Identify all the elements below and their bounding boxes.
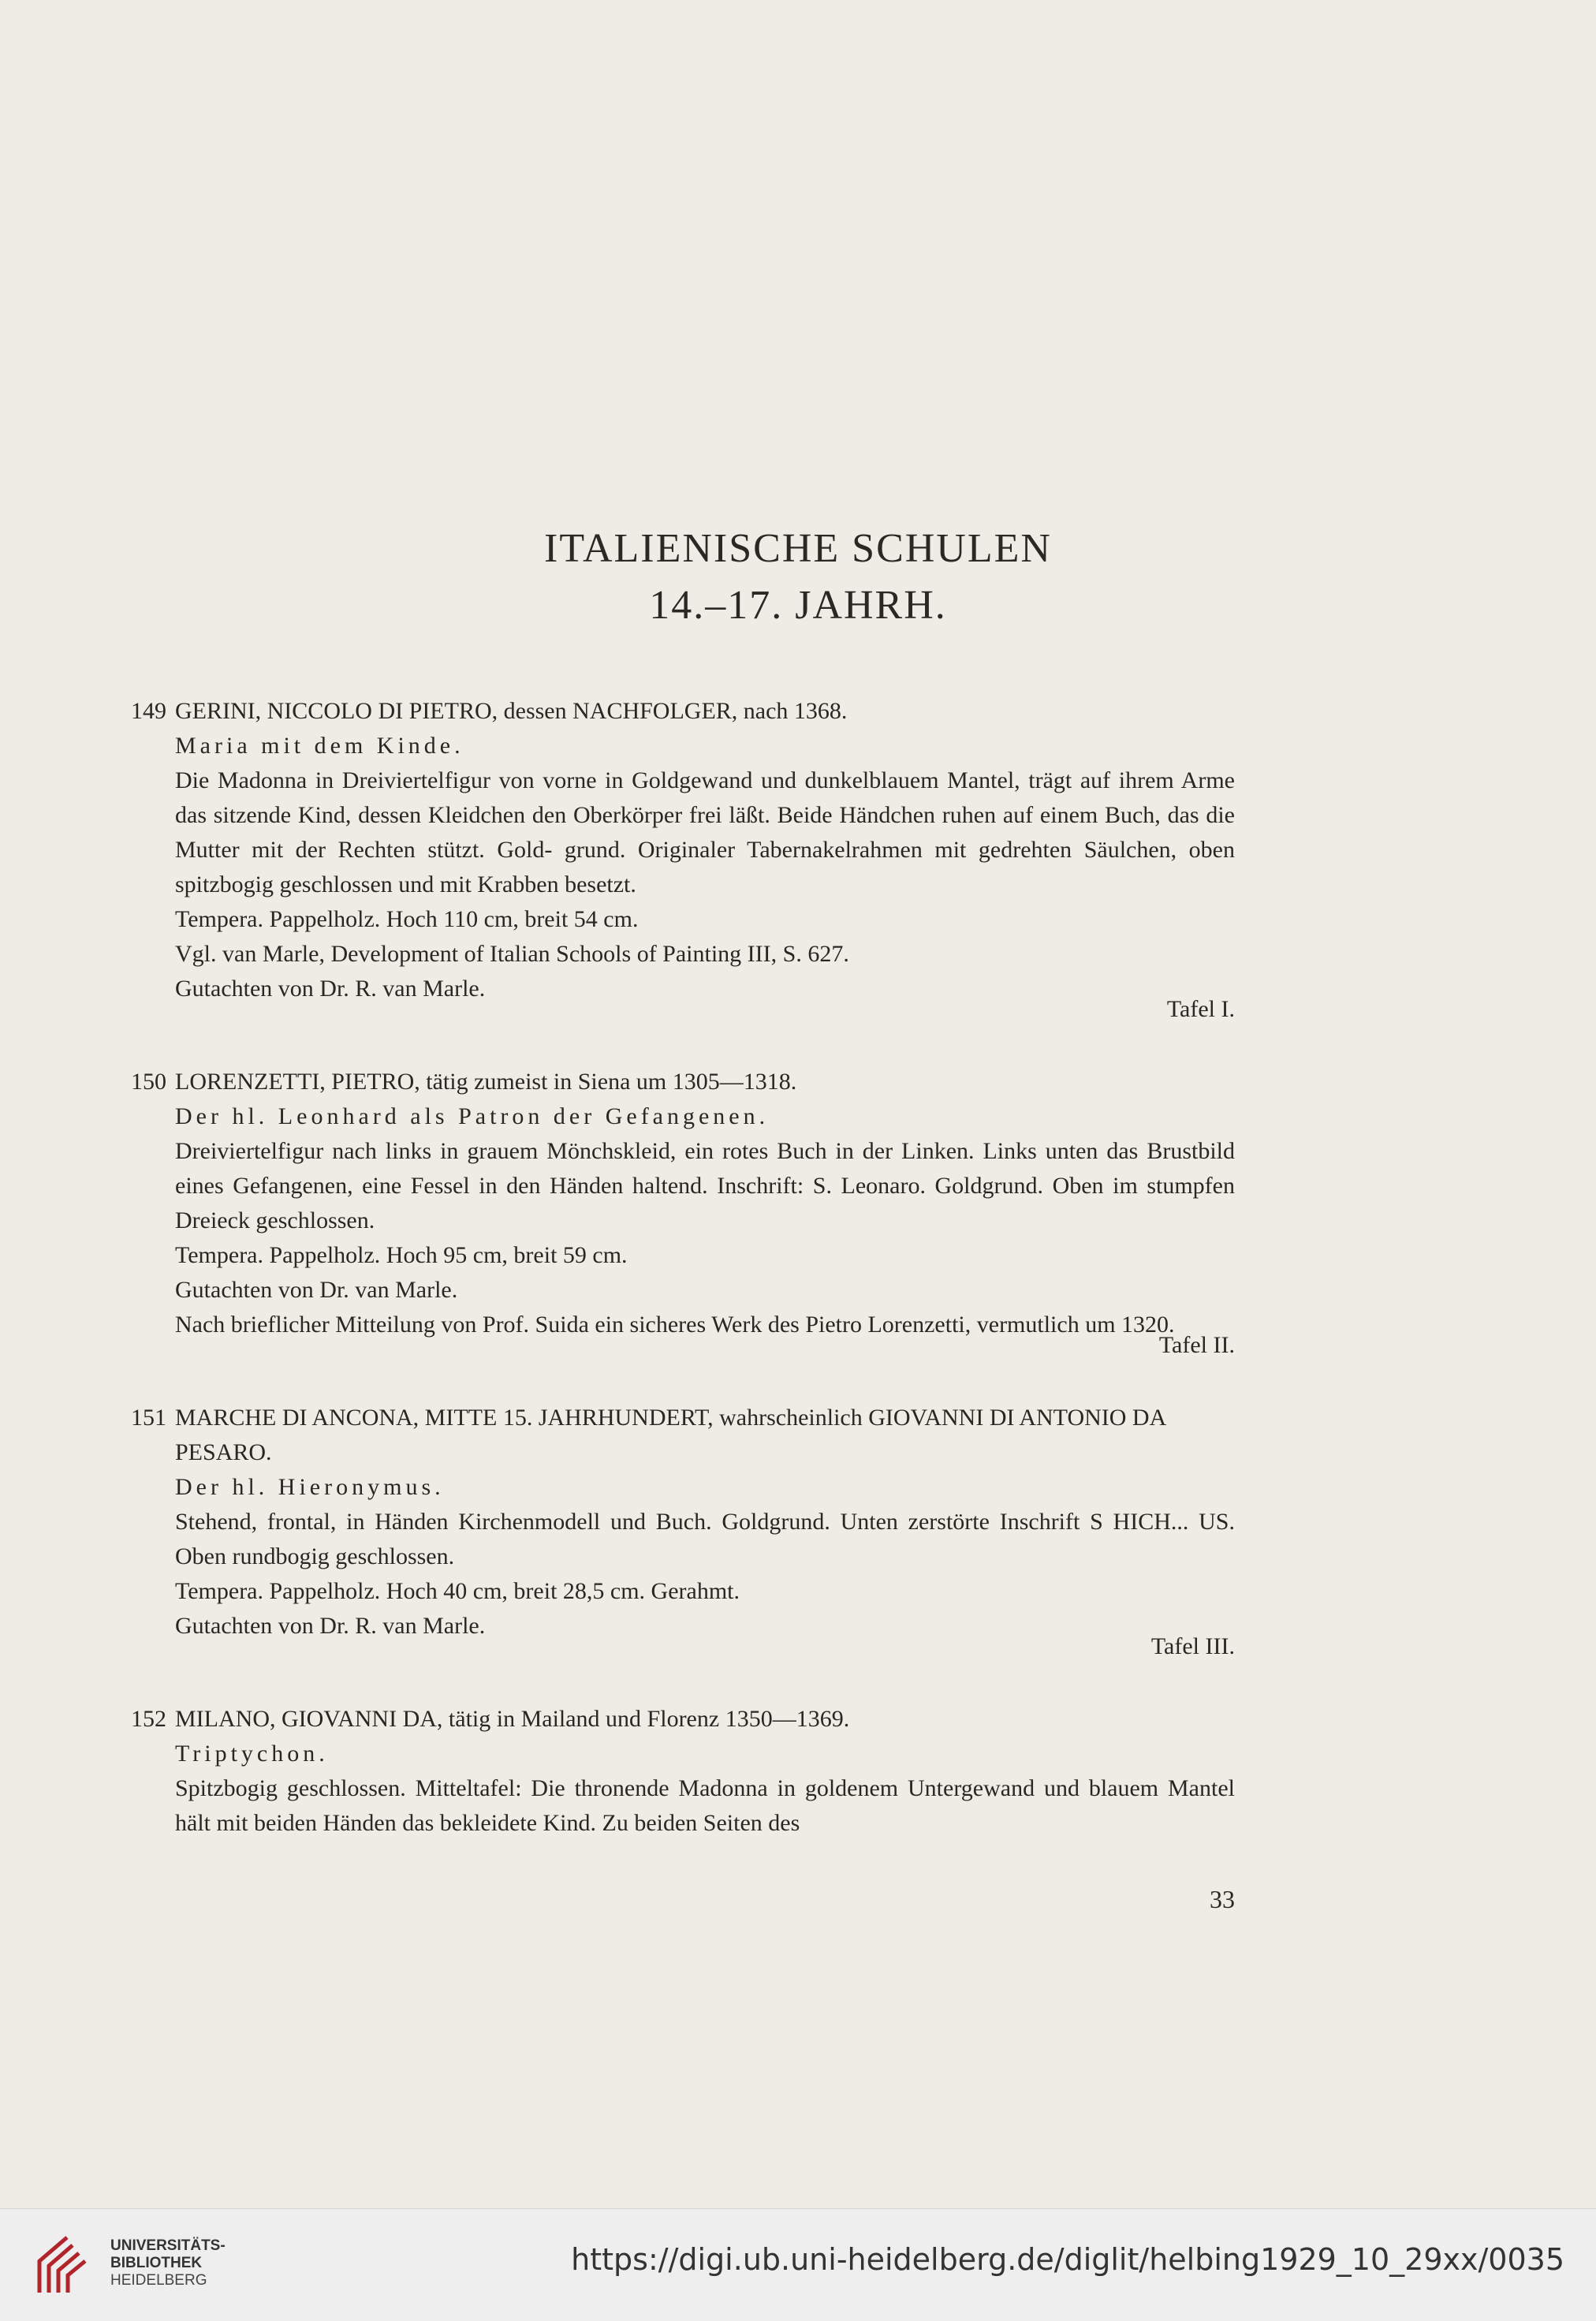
catalog-entry <box>131 1702 1235 1841</box>
entry-paragraph: Gutachten von Dr. van Marle. <box>175 1277 458 1303</box>
entry-paragraph: Gutachten von Dr. R. van Marle. <box>175 976 486 1002</box>
entry-header <box>131 1401 1235 1470</box>
heading-line-2: 14.–17. JAHRH. <box>649 583 947 628</box>
entry-body <box>175 1737 1235 1841</box>
entry-paragraph: Dreiviertelfigur nach links in grauem Mönchskleid, ein rotes Buch in der Linken. Links unten das Brustbild eines Gefangenen, eine Fessel in den Händen haltend. Inschrift: S. Leonaro. Goldgrund. Oben im stumpfen Dreieck geschlossen. <box>175 1138 1235 1233</box>
catalog-entries <box>131 694 1235 1879</box>
library-line: UNIVERSITÄTS- <box>110 2237 226 2254</box>
page-number: 33 <box>1210 1885 1235 1913</box>
entry-artist: GERINI, NICCOLO DI PIETRO, dessen NACHFOLGER, nach 1368. <box>175 698 848 724</box>
section-heading <box>0 521 1596 634</box>
entry-paragraph: Gutachten von Dr. R. van Marle. <box>175 1613 486 1639</box>
plate-reference: Tafel II. <box>1158 1332 1235 1358</box>
entry-number: 152 <box>131 1706 166 1732</box>
entry-number: 151 <box>131 1405 166 1431</box>
entry-paragraph: Nach brieflicher Mitteilung von Prof. Suida ein sicheres Werk des Pietro Lorenzetti, vermutlich um 1320. <box>175 1312 1175 1338</box>
entry-paragraph: Tempera. Pappelholz. Hoch 40 cm, breit 28,5 cm. Gerahmt. <box>175 1578 740 1604</box>
entry-paragraph: Tempera. Pappelholz. Hoch 110 cm, breit 54 cm. <box>175 906 639 932</box>
library-name <box>110 2237 226 2289</box>
catalog-entry <box>131 1401 1235 1664</box>
viewer-footer <box>0 2208 1596 2321</box>
entry-body <box>175 729 1235 1027</box>
entry-paragraph: Tempera. Pappelholz. Hoch 95 cm, breit 59 cm. <box>175 1242 628 1268</box>
entry-title: Der hl. Hieronymus. <box>175 1474 445 1500</box>
entry-title: Maria mit dem Kinde. <box>175 733 464 759</box>
heading-line-1: ITALIENISCHE SCHULEN <box>544 526 1052 571</box>
entry-artist: LORENZETTI, PIETRO, tätig zumeist in Siena um 1305—1318. <box>175 1069 797 1095</box>
entry-paragraph: Vgl. van Marle, Development of Italian Schools of Painting III, S. 627. <box>175 941 849 967</box>
plate-reference: Tafel III. <box>1150 1633 1235 1659</box>
entry-artist: MARCHE DI ANCONA, MITTE 15. JAHRHUNDERT, wahrscheinlich GIOVANNI DI ANTONIO DA PESARO. <box>175 1405 1165 1465</box>
plate-reference: Tafel I. <box>1166 996 1235 1022</box>
entry-header <box>131 1702 1235 1737</box>
library-line: BIBLIOTHEK <box>110 2255 203 2271</box>
entry-paragraph: Spitzbogig geschlossen. Mitteltafel: Die thronende Madonna in goldenem Untergewand und blauem Mantel hält mit beiden Händen das bekleidete Kind. Zu beiden Seiten des <box>175 1775 1235 1836</box>
entry-number: 149 <box>131 698 166 724</box>
catalog-entry <box>131 694 1235 1027</box>
catalog-entry <box>131 1065 1235 1363</box>
library-line: HEIDELBERG <box>110 2272 207 2289</box>
entry-paragraph: Stehend, frontal, in Händen Kirchenmodell und Buch. Goldgrund. Unten zerstörte Inschrift S HICH... US. Oben rundbogig geschlossen. <box>175 1509 1235 1569</box>
entry-header <box>131 1065 1235 1099</box>
entry-body <box>175 1099 1235 1363</box>
entry-paragraph: Die Madonna in Dreiviertelfigur von vorne in Goldgewand und dunkelblauem Mantel, trägt auf ihrem Arme das sitzende Kind, dessen Kleidchen den Oberkörper frei läßt. Beide Händchen ruhen auf einem Buch, das die Mutter mit der Rechten stützt. Gold‑ grund. Originaler Tabernakelrahmen mit gedrehten Säulchen, oben spitzbogig geschlossen und mit Krabben besetzt. <box>175 767 1235 897</box>
entry-number: 150 <box>131 1069 166 1095</box>
entry-artist: MILANO, GIOVANNI DA, tätig in Mailand und Florenz 1350—1369. <box>175 1706 850 1732</box>
entry-body <box>175 1470 1235 1664</box>
document-url-link[interactable]: https://digi.ub.uni-heidelberg.de/diglit/helbing1929_10_29xx/0035 <box>571 2242 1564 2277</box>
ub-heidelberg-logo-icon[interactable] <box>32 2230 103 2300</box>
entry-title: Der hl. Leonhard als Patron der Gefangenen. <box>175 1103 770 1129</box>
entry-title: Triptychon. <box>175 1741 329 1767</box>
entry-header <box>131 694 1235 729</box>
